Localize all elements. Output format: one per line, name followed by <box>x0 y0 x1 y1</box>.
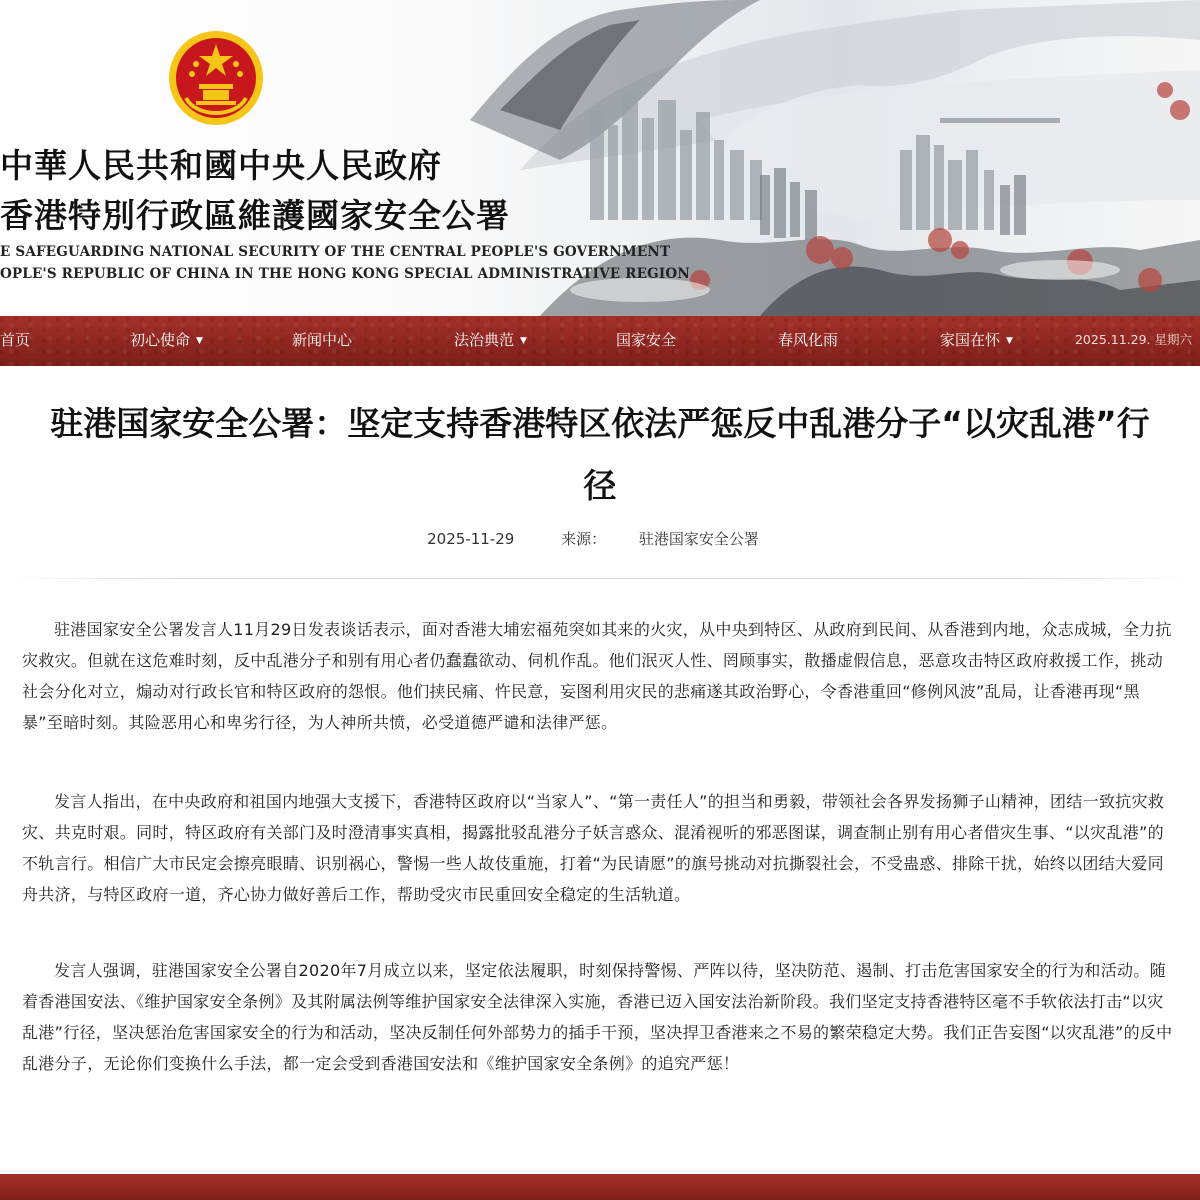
nav-item-label: 首页 <box>0 331 31 349</box>
nav-item-spring-breeze[interactable] <box>778 316 838 366</box>
chevron-down-icon: ▼ <box>196 335 203 346</box>
nav-item-label: 新闻中心 <box>292 331 353 349</box>
article-paragraph: 发言人强调，驻港国家安全公署自2020年7月成立以来，坚定依法履职，时刻保持警惕、严阵以待，坚决防范、遏制、打击危害国家安全的行为和活动。随着香港国安法、《维护国家安全条例》及其附属法例等维护国家安全法律深入实施，香港已迈入国安法治新阶段。我们坚定支持香港特区毫不手软依法打击“以灾乱港”行径，坚决惩治危害国家安全的行为和活动，坚决反制任何外部势力的插手干预，坚决捍卫香港来之不易的繁荣稳定大势。我们正告妄图“以灾乱港”的反中乱港分子，无论你们变换什么手法，都一定会受到香港国安法和《维护国家安全条例》的追究严惩！ <box>22 961 1173 1073</box>
main-navigation-bar <box>0 316 1200 366</box>
site-header <box>0 0 1200 316</box>
article-source-value: 驻港国家安全公署 <box>638 530 759 548</box>
article-title-line2: 径 <box>583 466 617 505</box>
article-paragraph: 发言人指出，在中央政府和祖国内地强大支援下，香港特区政府以“当家人”、“第一责任人”的担当和勇毅，带领社会各界发扬狮子山精神，团结一致抗灾救灾、共克时艰。同时，特区政府有关部门及时澄清事实真相，揭露批驳乱港分子妖言惑众、混淆视听的邪恶图谋，调查制止别有用心者借灾生事、“以灾乱港”的不轨言行。相信广大市民定会擦亮眼睛、识别祸心，警惕一些人故伎重施，打着“为民请愿”的旗号挑动对抗撕裂社会，不受蛊惑、排除干扰，始终以团结大爱同舟共济，与特区政府一道，齐心协力做好善后工作，帮助受灾市民重回安全稳定的生活轨道。 <box>22 792 1165 904</box>
nav-item-label: 国家安全 <box>616 331 677 349</box>
nav-item-home-country[interactable] <box>940 316 1013 366</box>
header-title-english-line1: E SAFEGUARDING NATIONAL SECURITY OF THE CENTRAL PEOPLE'S GOVERNMENT <box>0 244 671 260</box>
divider <box>0 578 1200 579</box>
nav-item-label: 家国在怀 <box>940 331 1001 349</box>
nav-item-label: 初心使命 <box>130 331 191 349</box>
article-source-label: 来源： <box>561 530 607 548</box>
header-title-chinese-line1: 中華人民共和國中央人民政府 <box>0 146 442 185</box>
nav-date: 2025.11.29. 星期六 <box>1074 332 1192 347</box>
header-title-chinese-line2: 香港特別行政區維護國家安全公署 <box>0 196 510 235</box>
article-date: 2025-11-29 <box>427 530 515 548</box>
nav-item-label: 法治典范 <box>454 331 515 349</box>
nav-item-national-security[interactable] <box>616 316 676 366</box>
article-title-line1: 驻港国家安全公署：坚定支持香港特区依法严惩反中乱港分子“以灾乱港”行 <box>50 404 1150 443</box>
nav-item-label: 春风化雨 <box>778 331 839 349</box>
article-meta <box>0 528 1200 549</box>
article-paragraph: 驻港国家安全公署发言人11月29日发表谈话表示，面对香港大埔宏福苑突如其来的火灾，从中央到特区、从政府到民间、从香港到内地，众志成城，全力抗灾救灾。但就在这危难时刻，反中乱港分子和别有用心者仍蠢蠢欲动、伺机作乱。他们泯灭人性、罔顾事实，散播虚假信息，恶意攻击特区政府救援工作，挑动社会分化对立，煽动对行政长官和特区政府的怨恨。他们挟民痛、忤民意，妄图利用灾民的悲痛遂其政治野心，令香港重回“修例风波”乱局，让香港再现“黑暴”至暗时刻。其险恶用心和卑劣行径，为人神所共愤，必受道德严谴和法律严惩。 <box>22 620 1172 732</box>
chevron-down-icon: ▼ <box>520 335 527 346</box>
chevron-down-icon: ▼ <box>1006 335 1013 346</box>
footer-bar <box>0 1174 1200 1200</box>
nav-item-home[interactable] <box>0 316 30 366</box>
nav-item-rule-of-law[interactable] <box>454 316 527 366</box>
nav-item-news-center[interactable] <box>292 316 352 366</box>
header-title-english-line2: OPLE'S REPUBLIC OF CHINA IN THE HONG KONG SPECIAL ADMINISTRATIVE REGION <box>0 266 690 282</box>
national-emblem-icon <box>166 28 266 128</box>
nav-item-original-mission[interactable] <box>130 316 203 366</box>
article-source <box>547 530 773 548</box>
